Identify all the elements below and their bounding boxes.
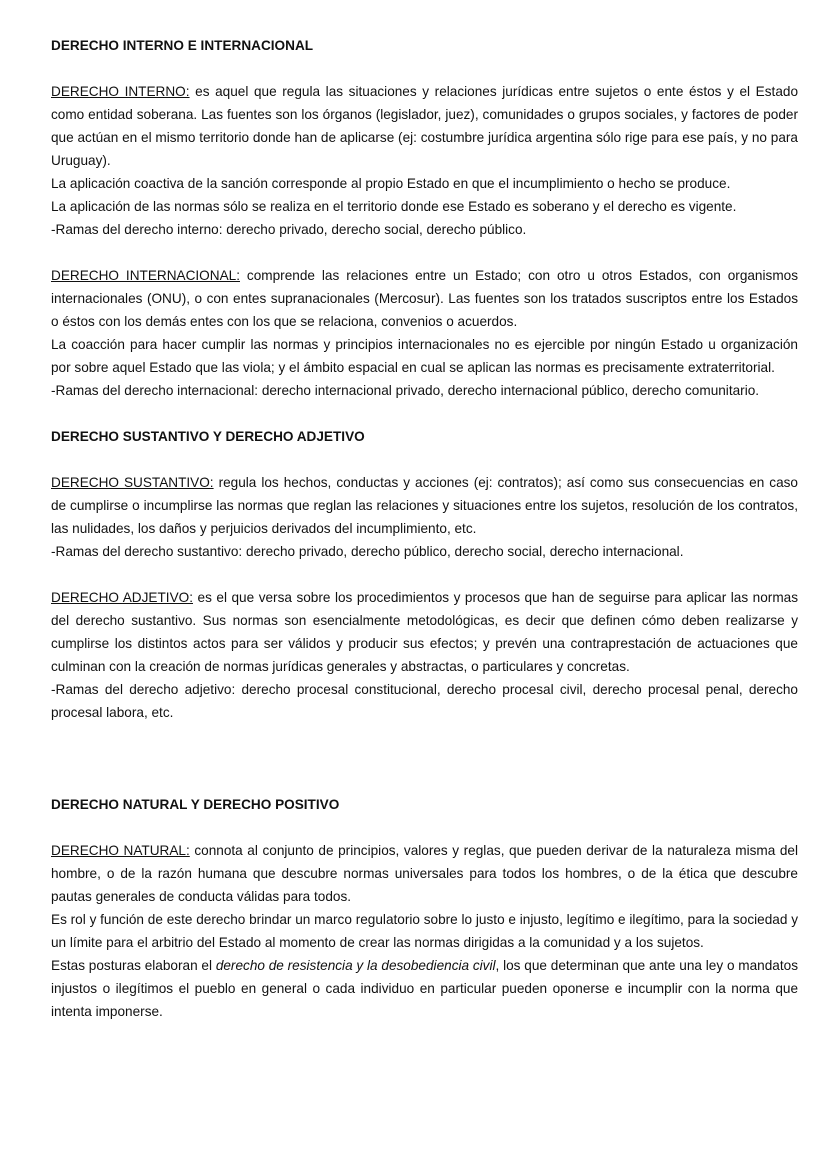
definition-derecho-adjetivo: es el que versa sobre los procedimientos y procesos que han de seguirse para aplicar las normas del derecho sustantivo. Sus normas son esencialmente metodológicas, es decir que definen cómo deben realizarse y cumplirse los distintos actos para ser válidos y producir sus efectos; y prevén una contraprestación de actuaciones que culminan con la creación de normas jurídicas generales y abstractas, o particulares y concretas. [51,590,799,674]
definition-derecho-natural: connota al conjunto de principios, valores y reglas, que pueden derivar de la naturaleza misma del hombre, o de la razón humana que descubre normas universales para todos los hombres, o de la ética que descubre pautas generales de conducta válidas para todos. [51,843,799,904]
term-derecho-sustantivo: DERECHO SUSTANTIVO: [51,475,214,490]
resistencia-emphasis: derecho de resistencia y la desobediencia civil [215,958,496,973]
paragraph-interno-ramas: -Ramas del derecho interno: derecho privado, derecho social, derecho público. [51,222,527,237]
paragraph-sustantivo-ramas: -Ramas del derecho sustantivo: derecho privado, derecho público, derecho social, derecho internacional. [51,544,684,559]
resistencia-text-end: , los que determinan que ante una ley o mandatos injustos o ilegítimos el pueblo en general o cada individuo en particular pueden oponerse e incumplir con la norma que intenta imponerse. [51,958,798,1019]
paragraph-interno-coaccion: La aplicación coactiva de la sanción corresponde al propio Estado en que el incumplimiento o hecho se produce. [51,176,731,191]
term-derecho-internacional: DERECHO INTERNACIONAL: [51,268,240,283]
paragraph-derecho-internacional [51,264,798,333]
paragraph-internacional-ramas: -Ramas del derecho internacional: derecho internacional privado, derecho internacional público, derecho comunitario. [51,383,760,398]
paragraph-derecho-adjetivo [51,586,798,678]
paragraph-natural-resistencia [51,954,798,1023]
section-heading-interno-internacional: DERECHO INTERNO E INTERNACIONAL [51,38,314,53]
term-derecho-adjetivo: DERECHO ADJETIVO: [51,590,193,605]
paragraph-derecho-natural [51,839,798,908]
definition-derecho-internacional: comprende las relaciones entre un Estado; con otro u otros Estados, con organismos internacionales (ONU), o con entes supranacionales (Mercosur). Las fuentes son los tratados suscriptos entre los Estados o éstos con los demás entes con los que se relaciona, convenios o acuerdos. [51,268,798,329]
term-derecho-natural: DERECHO NATURAL: [51,843,190,858]
paragraph-internacional-coaccion: La coacción para hacer cumplir las normas y principios internacionales no es ejercible por ningún Estado u organización por sobre aquel Estado que las viola; y el ámbito espacial en cual se aplican las normas es precisamente extraterritorial. [51,337,798,375]
definition-derecho-interno: es aquel que regula las situaciones y relaciones jurídicas entre sujetos o ente éstos y el Estado como entidad soberana. Las fuentes son los órganos (legislador, juez), comunidades o grupos sociales, y factores de poder que actúan en el mismo territorio donde han de aplicarse (ej: costumbre jurídica argentina sólo rige para ese país, y no para Uruguay). [51,84,799,168]
paragraph-adjetivo-ramas: -Ramas del derecho adjetivo: derecho procesal constitucional, derecho procesal civil, derecho procesal penal, derecho procesal labora, etc. [51,682,798,720]
resistencia-text-start: Estas posturas elaboran el [51,958,216,973]
paragraph-derecho-interno [51,80,798,172]
paragraph-interno-territorio: La aplicación de las normas sólo se realiza en el territorio donde ese Estado es soberano y el derecho es vigente. [51,199,737,214]
paragraph-natural-rol: Es rol y función de este derecho brindar un marco regulatorio sobre lo justo e injusto, legítimo e ilegítimo, para la sociedad y un límite para el arbitrio del Estado al momento de crear las normas dirigidas a la comunidad y a los sujetos. [51,912,798,950]
section-heading-sustantivo-adjetivo: DERECHO SUSTANTIVO Y DERECHO ADJETIVO [51,429,365,444]
paragraph-derecho-sustantivo [51,471,798,540]
section-heading-natural-positivo: DERECHO NATURAL Y DERECHO POSITIVO [51,797,340,812]
definition-derecho-sustantivo: regula los hechos, conductas y acciones (ej: contratos); así como sus consecuencias en caso de cumplirse o incumplirse las normas que reglan las relaciones y situaciones entre los sujetos, resolución de los contratos, las nulidades, los daños y perjuicios derivados del incumplimiento, etc. [51,475,798,536]
term-derecho-interno: DERECHO INTERNO: [51,84,190,99]
